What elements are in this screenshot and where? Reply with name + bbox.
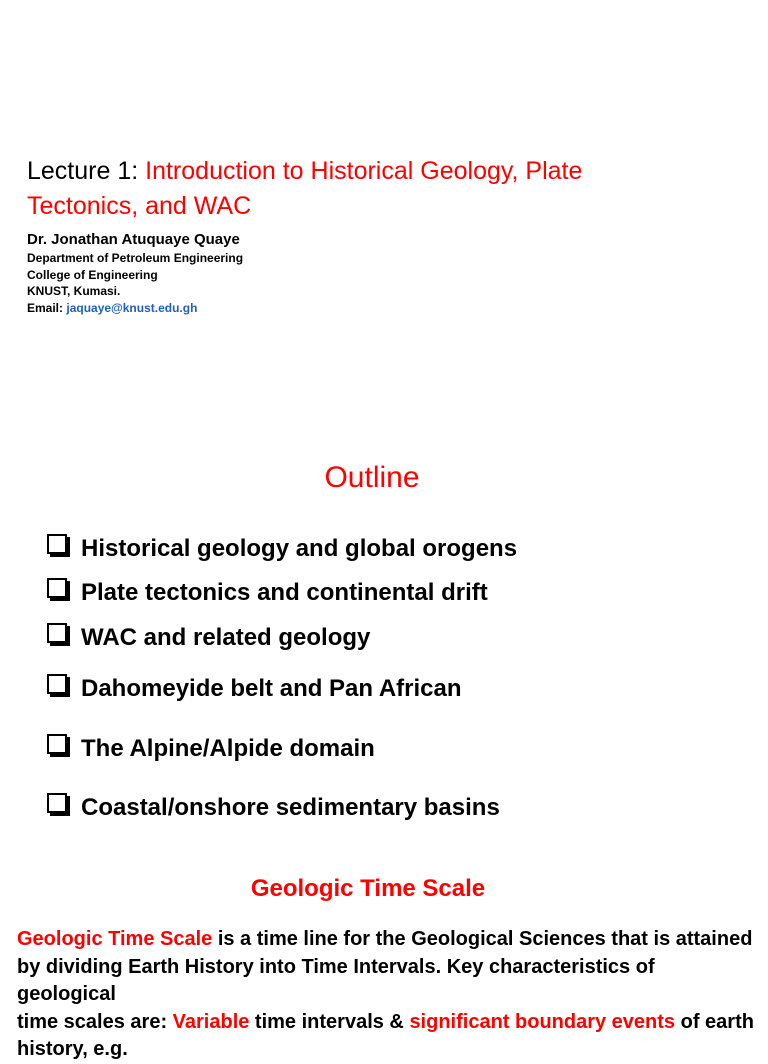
term-highlight: Geologic Time Scale (17, 928, 213, 950)
paragraph-line: by dividing Earth History into Time Intervals. Key characteristics of geological (17, 955, 655, 1005)
lecture-number: Lecture 1: (27, 157, 146, 185)
outline-item-label: Dahomeyide belt and Pan African (81, 675, 462, 702)
outline-item (47, 578, 488, 608)
email-link[interactable]: jaquaye@knust.edu.gh (66, 300, 198, 315)
time-scale-paragraph (17, 926, 757, 1064)
paragraph-text: time intervals & (249, 1010, 410, 1033)
checkbox-bullet-icon (47, 674, 67, 694)
outline-item-label: Coastal/onshore sedimentary basins (81, 794, 500, 821)
outline-item (47, 674, 462, 704)
checkbox-bullet-icon (47, 793, 67, 813)
checkbox-bullet-icon (47, 734, 67, 754)
outline-item-label: The Alpine/Alpide domain (81, 735, 375, 762)
checkbox-bullet-icon (47, 623, 67, 643)
email-line (27, 300, 243, 317)
college: College of Engineering (27, 267, 158, 282)
term-highlight: significant boundary events (409, 1010, 676, 1033)
author-name: Dr. Jonathan Atuquaye Quaye (27, 231, 240, 248)
checkbox-bullet-icon (47, 534, 67, 554)
paragraph-line: history, e.g. (17, 1038, 128, 1060)
outline-heading: Outline (324, 461, 420, 494)
time-scale-heading: Geologic Time Scale (250, 875, 486, 902)
department: Department of Petroleum Engineering (27, 251, 244, 265)
lecture-title-line-1 (27, 154, 582, 188)
outline-item-label: WAC and related geology (81, 624, 371, 651)
location: KNUST, Kumasi. (27, 284, 121, 298)
paragraph-text: time scales are: (17, 1010, 173, 1033)
outline-item-label: Plate tectonics and continental drift (81, 579, 488, 606)
outline-item-label: Historical geology and global orogens (81, 535, 518, 562)
checkbox-bullet-icon (47, 578, 67, 598)
outline-item (47, 623, 370, 653)
outline-item (47, 534, 517, 564)
email-label: Email: (27, 300, 67, 315)
lecture-title-text: Introduction to Historical Geology, Plate (145, 157, 583, 185)
lecture-title-line-2: Tectonics, and WAC (27, 192, 252, 220)
paragraph-line (17, 926, 757, 954)
author-affiliation (27, 250, 243, 316)
paragraph-line (17, 1009, 757, 1037)
outline-item (47, 793, 500, 823)
outline-item (47, 734, 375, 764)
term-highlight: Variable (172, 1010, 250, 1033)
paragraph-text: of earth (675, 1010, 754, 1033)
paragraph-text: is a time line for the Geological Sciences that is attained (212, 928, 753, 950)
